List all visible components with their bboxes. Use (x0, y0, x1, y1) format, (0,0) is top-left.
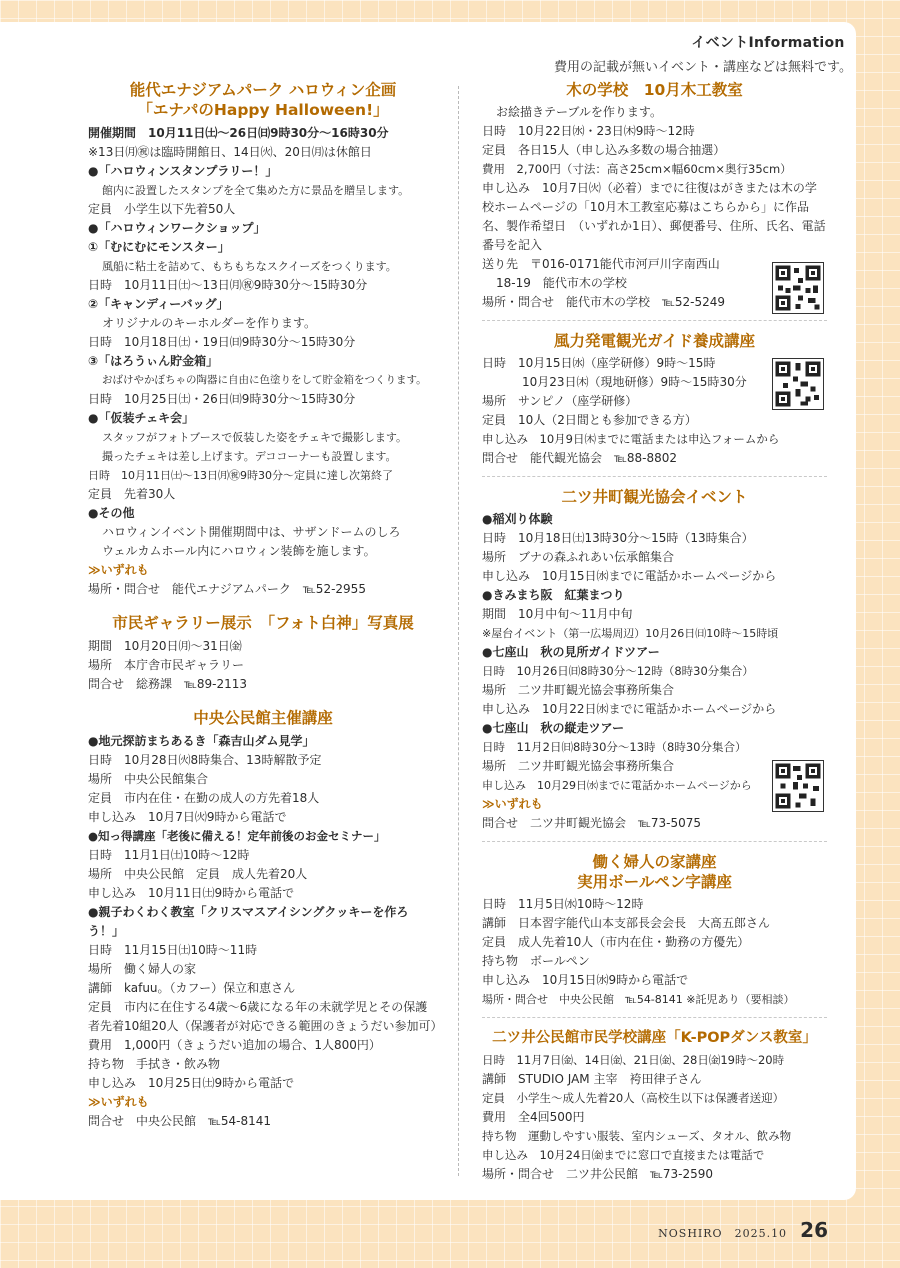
section-title: 中央公民館主催講座 (193, 709, 333, 727)
info-line: 日時 10月25日㈯・26日㈰9時30分～15時30分 (88, 392, 356, 406)
info-line: 場所 中央公民館集合 (88, 772, 209, 786)
section-gallery (88, 613, 438, 694)
section-subtitle: 「エナパのHappy Halloween!」 (137, 101, 389, 119)
page-number: 26 (800, 1218, 828, 1242)
info-line: 費用 1,000円（きょうだい追加の場合、1人800円） (88, 1038, 381, 1052)
info-line: ●「ハロウィンスタンプラリー！」 (88, 164, 278, 178)
info-line: 日時 11月5日㈬10時～12時 (482, 897, 644, 911)
info-line: 申し込み 10月22日㈬までに電話かホームページから (482, 702, 777, 716)
left-column (88, 80, 443, 1145)
info-line: ≫いずれも (88, 1095, 149, 1109)
info-line: 申し込み 10月15日㈬9時から電話で (482, 973, 689, 987)
info-line: 申し込み 10月29日㈬までに電話かホームページから (482, 779, 752, 792)
info-line: 場所・問合せ 二ツ井公民館 ℡73-2590 (482, 1167, 714, 1181)
info-line: 定員 小学生以下先着50人 (88, 202, 236, 216)
info-line: 申し込み 10月11日㈯9時から電話で (88, 886, 295, 900)
info-line: 持ち物 手拭き・飲み物 (88, 1057, 221, 1071)
info-line: 定員 小学生～成人先着20人（高校生以下は保護者送迎） (482, 1091, 785, 1105)
info-line: 期間 10月中旬～11月中旬 (482, 607, 633, 621)
info-line: 定員 市内在住・在勤の成人の方先着18人 (88, 791, 320, 805)
info-line: お絵描きテーブルを作ります。 (496, 105, 662, 119)
info-line: 定員 市内に在住する4歳～6歳になる年の未就学児とその保護者先着10組20人（保護者が対応できる範囲のきょうだい参加可） (88, 1000, 443, 1033)
info-line: 10月23日㈭（現地研修）9時～15時30分 (522, 375, 747, 389)
info-line: 申し込み 10月24日㈮までに窓口で直接または電話で (482, 1148, 765, 1162)
info-line: ≫いずれも (482, 797, 543, 811)
info-line: 講師 STUDIO JAM 主宰 袴田律子さん (482, 1072, 702, 1086)
qr-code-icon[interactable] (772, 358, 824, 410)
info-line: 日時 11月1日㈯10時～12時 (88, 848, 250, 862)
info-line: ●七座山 秋の見所ガイドツアー (482, 645, 660, 659)
info-line: 場所・問合せ 能代市木の学校 ℡52-5249 (482, 295, 726, 309)
info-line: 定員 成人先着10人（市内在住・勤務の方優先） (482, 935, 750, 949)
info-line: 問合せ 能代観光協会 ℡88-8802 (482, 451, 678, 465)
info-line: 日時 11月7日㈮、14日㈮、21日㈮、28日㈮19時～20時 (482, 1053, 785, 1067)
info-line: ハロウィンイベント開催期間中は、サザンドームのしろ (102, 525, 401, 539)
info-line: ウェルカムホール内にハロウィン装飾を施します。 (102, 544, 376, 558)
info-line: ●きみまち阪 紅葉まつり (482, 588, 625, 602)
info-line: ●「ハロウィンワークショップ」 (88, 221, 266, 235)
info-line: 風船に粘土を詰めて、もちもちなスクイーズをつくります。 (102, 260, 397, 273)
info-line: 場所 本庁舎市民ギャラリー (88, 658, 245, 672)
info-line: オリジナルのキーホルダーを作ります。 (102, 316, 316, 330)
info-line: ●知っ得講座「老後に備える！定年前後のお金セミナー」 (88, 829, 386, 843)
qr-code-icon[interactable] (772, 262, 824, 314)
column-divider (458, 86, 459, 1176)
section-title: 能代エナジアムパーク ハロウィン企画 (129, 81, 397, 99)
section-subtitle: 実用ボールペン字講座 (577, 873, 732, 891)
info-line: ●親子わくわく教室「クリスマスアイシングクッキーを作ろう！」 (88, 905, 409, 938)
section-title: 木の学校 10月木工教室 (566, 81, 743, 99)
info-line: 申し込み 10月9日㈭までに電話または申込フォームから (482, 432, 780, 446)
info-line: 申し込み 10月7日㈫（必着）までに往復はがきまたは木の学校ホームページの「10月木工教室応募はこちらから」に作品名、製作希望日 （いずれか1日）、郵便番号、住所、氏名、電話番号を記入 (482, 181, 826, 252)
info-line: 場所 二ツ井町観光協会事務所集合 (482, 759, 675, 773)
info-line: 費用 2,700円（寸法：高さ25cm×幅60cm×奥行35cm） (482, 162, 792, 176)
info-line: ●稲刈り体験 (482, 512, 553, 526)
free-note: 費用の記載が無いイベント・講座などは無料です。 (554, 60, 852, 75)
info-line: 日時 10月18日㈯・19日㈰9時30分～15時30分 (88, 335, 356, 349)
info-line: ●七座山 秋の縦走ツアー (482, 721, 625, 735)
magazine-issue: NOSHIRO 2025.10 (658, 1227, 788, 1240)
info-line: 日時 11月15日㈯10時～11時 (88, 943, 258, 957)
info-line: ※13日㈪㊗は臨時開館日、14日㈫、20日㈪は休館日 (88, 145, 372, 159)
info-line: 申し込み 10月25日㈯9時から電話で (88, 1076, 295, 1090)
info-line: 場所 ブナの森ふれあい伝承館集合 (482, 550, 675, 564)
info-line: 定員 各日15人（申し込み多数の場合抽選） (482, 143, 726, 157)
info-line: 開催期間 10月11日㈯～26日㈰9時30分～16時30分 (88, 126, 389, 140)
info-line: 申し込み 10月15日㈬までに電話かホームページから (482, 569, 777, 583)
info-line: 講師 日本習字能代山本支部長会会長 大髙五郎さん (482, 916, 771, 930)
info-line: 定員 先着30人 (88, 487, 176, 501)
info-line: ※屋台イベント（第一広場周辺）10月26日㈰10時～15時頃 (482, 627, 779, 640)
qr-code-icon[interactable] (772, 760, 824, 812)
info-line: 申し込み 10月7日㈫9時から電話で (88, 810, 287, 824)
info-line: 日時 10月11日㈯～13日㈪㊗9時30分～定員に達し次第終了 (88, 469, 393, 482)
info-line: 撮ったチェキは差し上げます。デココーナーも設置します。 (102, 450, 397, 463)
info-line: 送り先 〒016-0171能代市河戸川字南西山 (482, 257, 720, 271)
info-line: 講師 kafuu。（カフー）保立和恵さん (88, 981, 296, 995)
info-line: 日時 10月22日㈬・23日㈭9時～12時 (482, 124, 695, 138)
section-title: 二ツ井公民館市民学校講座「K-POPダンス教室」 (492, 1030, 817, 1046)
info-line: 日時 11月2日㈰8時30分～13時（8時30分集合） (482, 740, 747, 754)
info-line: 日時 10月26日㈰8時30分～12時（8時30分集合） (482, 664, 754, 678)
info-line: ①「むにむにモンスター」 (88, 240, 230, 254)
info-line: 持ち物 ボールペン (482, 954, 590, 968)
info-line: 定員 10人（2日間とも参加できる方） (482, 413, 697, 427)
info-line: 問合せ 中央公民館 ℡54-8141 (88, 1114, 272, 1128)
info-line: 問合せ 総務課 ℡89-2113 (88, 677, 248, 691)
section-womens-house (482, 852, 827, 1018)
info-line: 持ち物 運動しやすい服装、室内シューズ、タオル、飲み物 (482, 1129, 792, 1143)
info-line: 日時 10月15日㈬（座学研修）9時～15時 (482, 356, 716, 370)
section-title: 市民ギャラリー展示 「フォト白神」写真展 (112, 614, 414, 632)
info-line: 場所 サンピノ（座学研修） (482, 394, 638, 408)
page-footer (658, 1218, 828, 1242)
info-line: 館内に設置したスタンプを全て集めた方に景品を贈呈します。 (102, 184, 410, 197)
info-line: ≫いずれも (88, 563, 149, 577)
info-line: おばけやかぼちゃの陶器に自由に色塗りをして貯金箱をつくります。 (102, 374, 427, 386)
info-line: 場所 働く婦人の家 (88, 962, 197, 976)
right-column (482, 80, 827, 1202)
info-line: ②「キャンディーバッグ」 (88, 297, 229, 311)
section-title: 働く婦人の家講座 (592, 853, 717, 871)
section-kpop-dance (482, 1028, 827, 1192)
info-line: 18-19 能代市木の学校 (496, 276, 627, 290)
info-line: 場所 二ツ井町観光協会事務所集合 (482, 683, 675, 697)
info-line: 場所 中央公民館 定員 成人先着20人 (88, 867, 308, 881)
info-line: 日時 10月18日㈯13時30分～15時（13時集合） (482, 531, 754, 545)
info-line: ●「仮装チェキ会」 (88, 411, 195, 425)
info-line: スタッフがフォトブースで仮装した姿をチェキで撮影します。 (102, 431, 408, 444)
info-line: 費用 全4回500円 (482, 1110, 585, 1124)
section-community-center (88, 708, 443, 1131)
info-line: ●地元探訪まちあるき「森吉山ダム見学」 (88, 734, 315, 748)
category-tab: イベントInformation (680, 28, 856, 58)
info-line: 日時 10月11日㈯～13日㈪㊗9時30分～15時30分 (88, 278, 368, 292)
info-line: 期間 10月20日㈪～31日㈮ (88, 639, 242, 653)
section-title: 二ツ井町観光協会イベント (561, 488, 748, 506)
info-line: 場所・問合せ 中央公民館 ℡54-8141 ※託児あり（要相談） (482, 993, 795, 1006)
section-title: 風力発電観光ガイド養成講座 (553, 332, 756, 350)
info-line: ③「はろうぃん貯金箱」 (88, 354, 219, 368)
info-line: 問合せ 二ツ井町観光協会 ℡73-5075 (482, 816, 702, 830)
info-line: 場所・問合せ 能代エナジアムパーク ℡52-2955 (88, 582, 366, 596)
info-line: ●その他 (88, 506, 135, 520)
info-line: 日時 10月28日㈫8時集合、13時解散予定 (88, 753, 322, 767)
section-halloween (88, 80, 438, 599)
